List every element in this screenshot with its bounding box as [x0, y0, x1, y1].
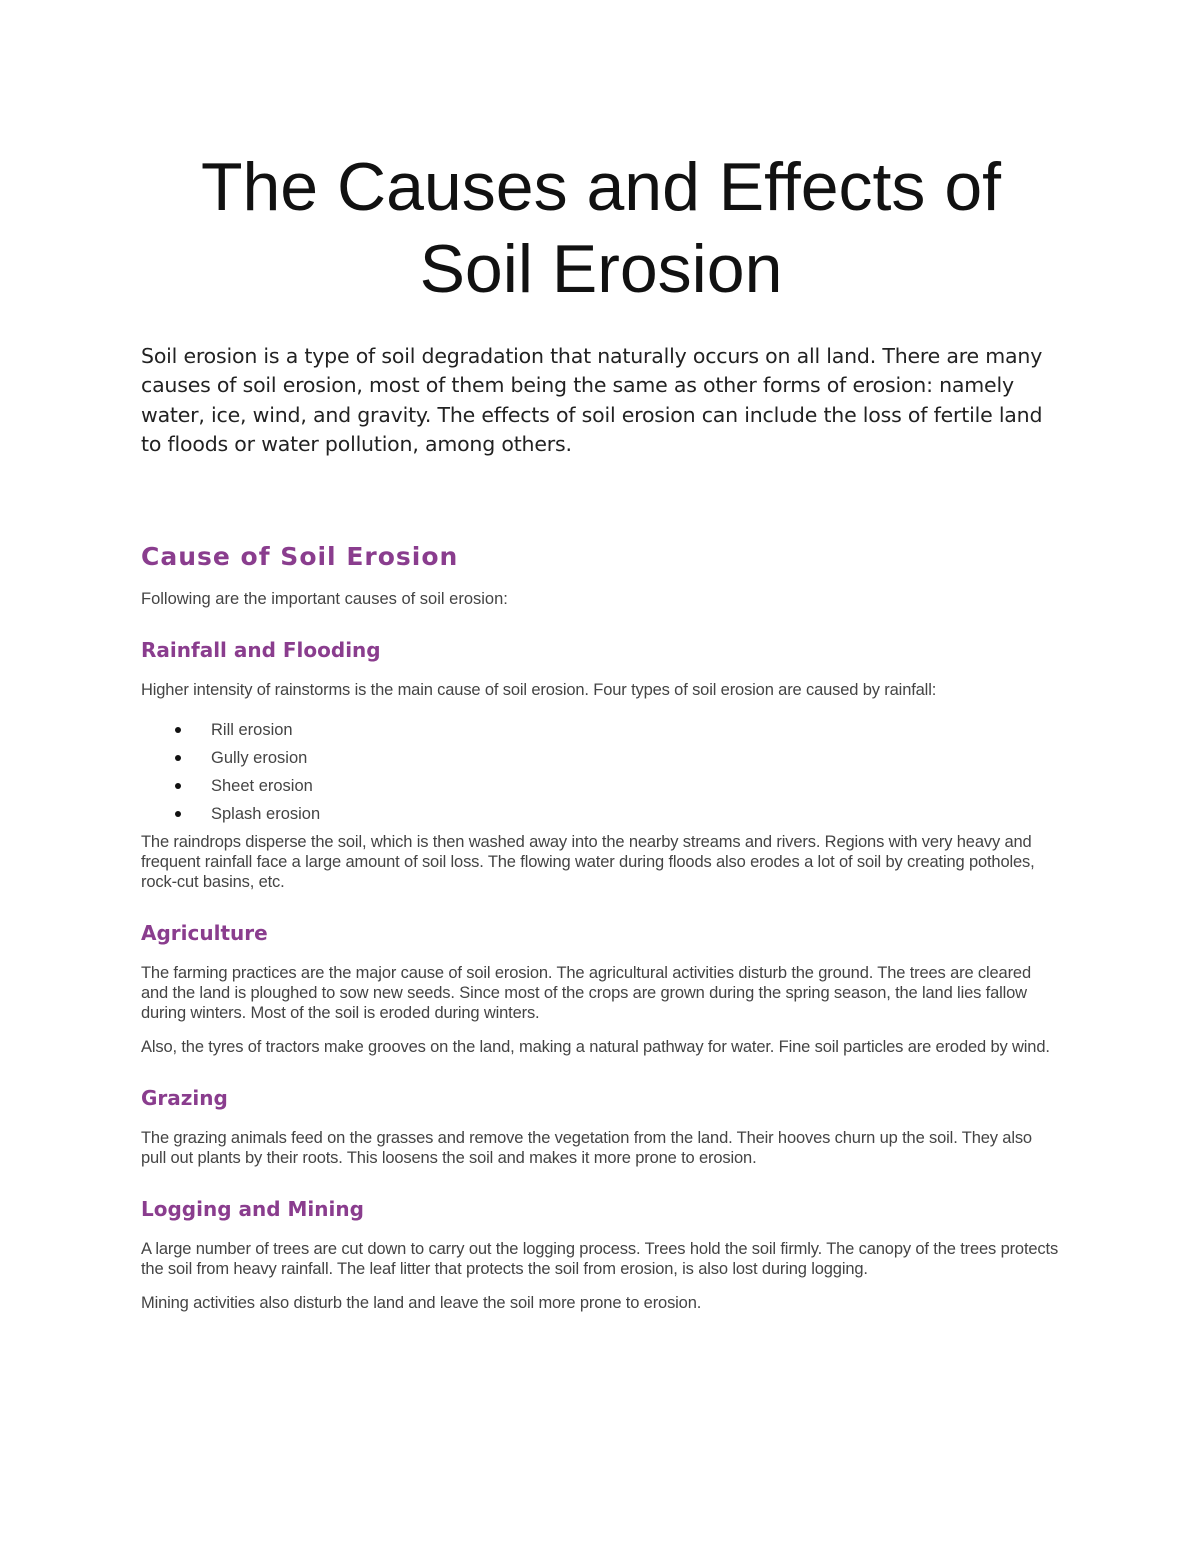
list-item: Rill erosion [211, 716, 1061, 744]
subheading-grazing: Grazing [141, 1086, 228, 1111]
agriculture-paragraph-1: The farming practices are the major cause of soil erosion. The agricultural activities disturb the ground. The trees are cleared and the land is ploughed to sow new seeds. Since most of the crops are grown during the spring season, the land lies fallow during winters. Most of the soil is eroded during winters. [141, 964, 1031, 1023]
agriculture-paragraph-2: Also, the tyres of tractors make grooves on the land, making a natural pathway for water. Fine soil particles are eroded by wind. [141, 1038, 1050, 1057]
bullet-icon [175, 783, 181, 789]
intro-paragraph: Soil erosion is a type of soil degradation that naturally occurs on all land. There are many causes of soil erosion, most of them being the same as other forms of erosion: namely water, ice, wind, and gravity. The effects of soil erosion can include the loss of fertile land to floods or water pollution, among others. [141, 344, 1043, 456]
bullet-icon [175, 811, 181, 817]
bullet-icon [175, 727, 181, 733]
bullet-icon [175, 755, 181, 761]
title-line-1: The Causes and Effects of [200, 149, 1002, 225]
erosion-types-list [141, 716, 1061, 828]
rainfall-intro: Higher intensity of rainstorms is the main cause of soil erosion. Four types of soil erosion are caused by rainfall: [141, 681, 937, 700]
title-line-2: Soil Erosion [419, 231, 783, 307]
list-item: Gully erosion [211, 744, 1061, 772]
logging-paragraph-2: Mining activities also disturb the land and leave the soil more prone to erosion. [141, 1294, 702, 1313]
document-title [141, 146, 1061, 310]
rainfall-paragraph: The raindrops disperse the soil, which is then washed away into the nearby streams and rivers. Regions with very heavy and frequent rainfall face a large amount of soil loss. The flowing water during floods also erodes a lot of soil by creating potholes, rock-cut basins, etc. [141, 833, 1035, 892]
document-page [141, 146, 1061, 1313]
subheading-logging: Logging and Mining [141, 1197, 364, 1222]
list-item: Splash erosion [211, 800, 1061, 828]
list-item: Sheet erosion [211, 772, 1061, 800]
logging-paragraph-1: A large number of trees are cut down to carry out the logging process. Trees hold the soil firmly. The canopy of the trees protects the soil from heavy rainfall. The leaf litter that protects the soil from erosion, is also lost during logging. [141, 1240, 1059, 1279]
section-lead: Following are the important causes of soil erosion: [141, 590, 508, 609]
subheading-agriculture: Agriculture [141, 921, 268, 946]
grazing-paragraph: The grazing animals feed on the grasses and remove the vegetation from the land. Their hooves churn up the soil. They also pull out plants by their roots. This loosens the soil and makes it more prone to erosion. [141, 1129, 1032, 1168]
subheading-rainfall: Rainfall and Flooding [141, 638, 381, 663]
section-heading-causes: Cause of Soil Erosion [141, 542, 459, 572]
